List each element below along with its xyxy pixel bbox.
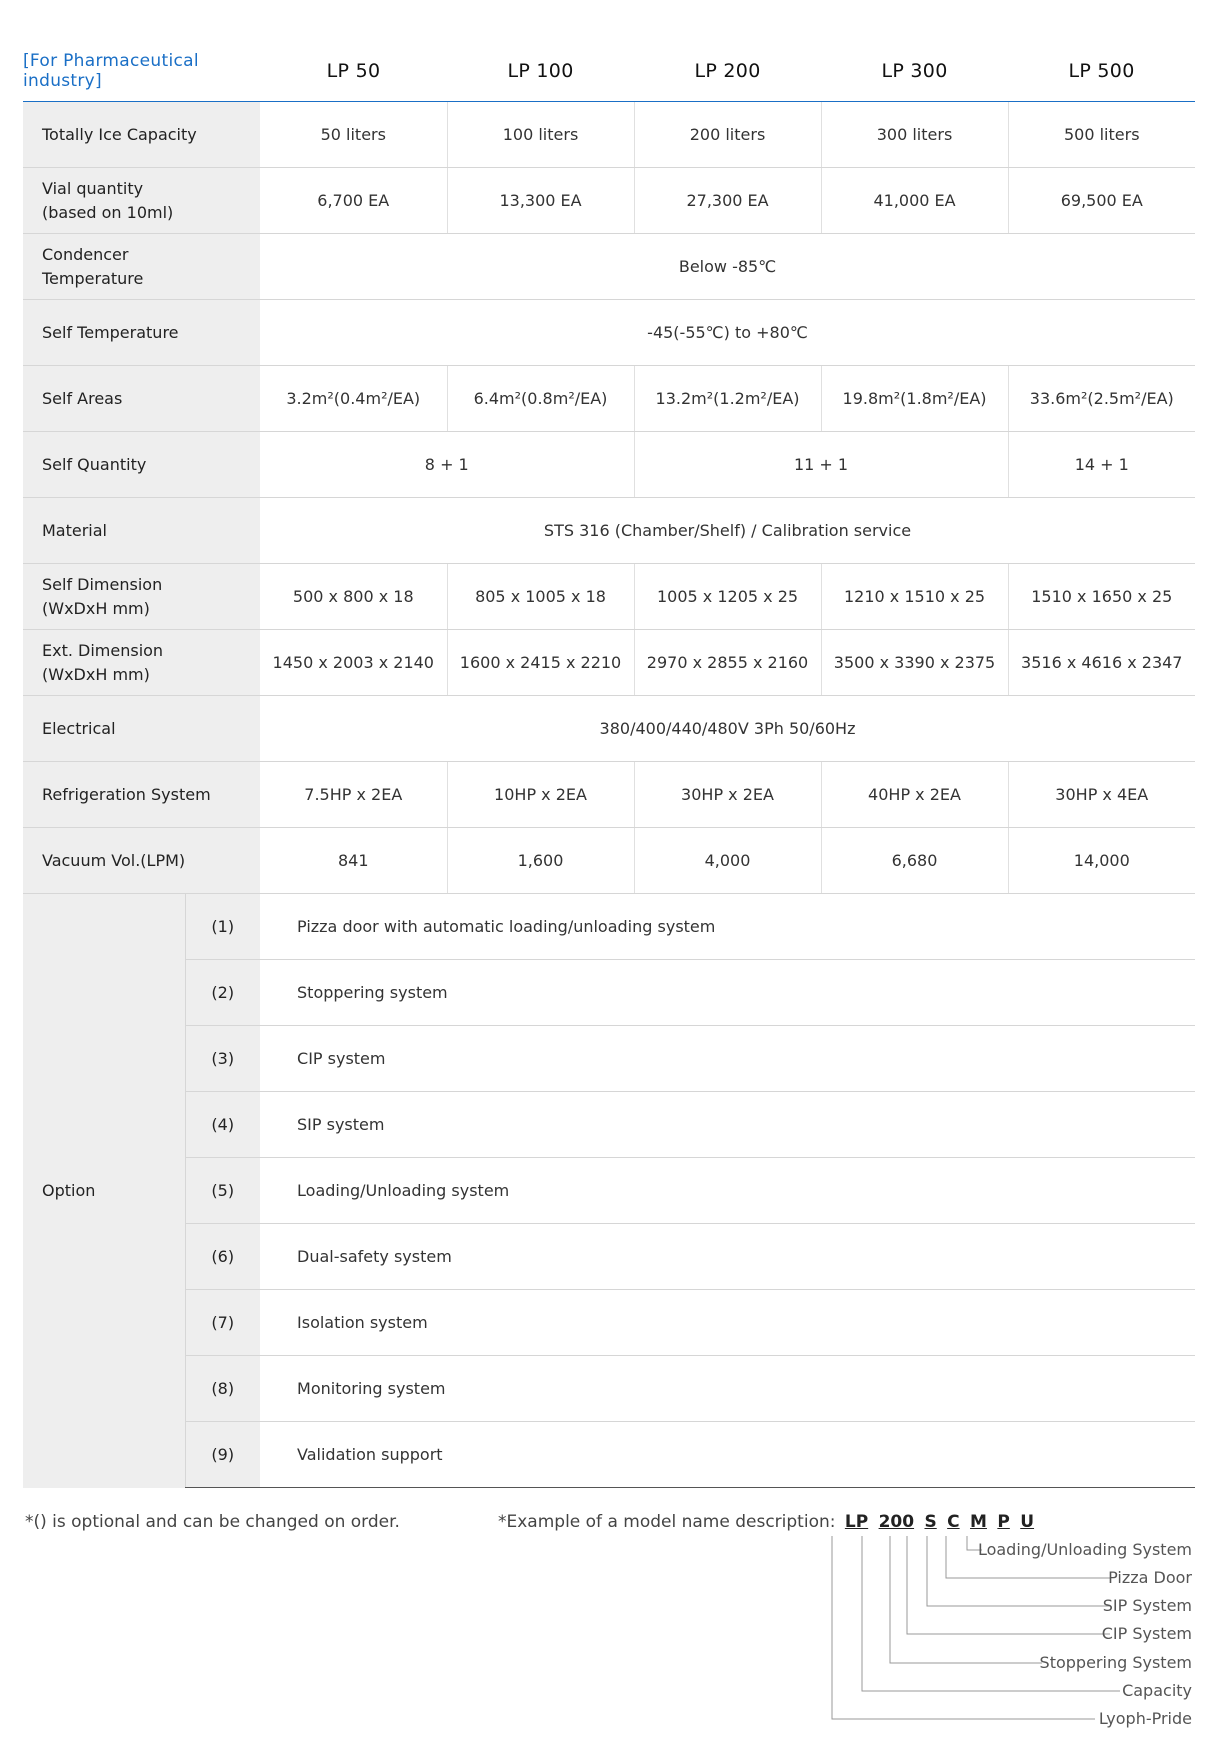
- cell: 13,300 EA: [447, 168, 634, 234]
- category-label: [For Pharmaceutical industry]: [23, 40, 260, 102]
- row-condenser-temp: [23, 234, 1195, 300]
- cell: 1,600: [447, 828, 634, 894]
- option-row: [23, 1092, 1195, 1158]
- option-text: Monitoring system: [260, 1356, 1195, 1422]
- cell: 1600 x 2415 x 2210: [447, 630, 634, 696]
- model-example-label: *Example of a model name description:: [498, 1512, 836, 1532]
- cell: 2970 x 2855 x 2160: [634, 630, 821, 696]
- cell: 841: [260, 828, 447, 894]
- cell: 3.2m²(0.4m²/EA): [260, 366, 447, 432]
- model-code-lp: LP: [844, 1512, 869, 1532]
- row-ext-dimension: [23, 630, 1195, 696]
- option-text: Validation support: [260, 1422, 1195, 1488]
- cell: 1450 x 2003 x 2140: [260, 630, 447, 696]
- legend-cip-system: CIP System: [1101, 1624, 1192, 1643]
- row-material: [23, 498, 1195, 564]
- row-self-temp: [23, 300, 1195, 366]
- spec-table-wrapper: [23, 40, 1195, 1488]
- model-header: LP 200: [634, 40, 821, 102]
- legend-pizza-door: Pizza Door: [1108, 1568, 1192, 1587]
- cell: 500 x 800 x 18: [260, 564, 447, 630]
- row-label-line: (WxDxH mm): [42, 664, 150, 684]
- cell: 41,000 EA: [821, 168, 1008, 234]
- legend-line-lp: [832, 1536, 1095, 1719]
- row-label: Vacuum Vol.(LPM): [23, 828, 260, 894]
- cell: STS 316 (Chamber/Shelf) / Calibration service: [260, 498, 1195, 564]
- option-number: (2): [185, 960, 260, 1026]
- row-label-line: Ext. Dimension: [42, 640, 164, 660]
- row-label-line: Vial quantity: [42, 178, 144, 198]
- option-row: [23, 1158, 1195, 1224]
- option-row: [23, 894, 1195, 960]
- option-number: (1): [185, 894, 260, 960]
- option-row: [23, 1356, 1195, 1422]
- model-code-c: C: [947, 1512, 960, 1532]
- row-label: Refrigeration System: [23, 762, 260, 828]
- cell: 3500 x 3390 x 2375: [821, 630, 1008, 696]
- row-label-line: (WxDxH mm): [42, 598, 150, 618]
- option-text: Pizza door with automatic loading/unloading system: [260, 894, 1195, 960]
- legend-loading-unloading: Loading/Unloading System: [977, 1540, 1192, 1559]
- cell: 11 + 1: [634, 432, 1008, 498]
- cell: 30HP x 4EA: [1008, 762, 1195, 828]
- legend-sip-system: SIP System: [1102, 1596, 1192, 1615]
- cell: 805 x 1005 x 18: [447, 564, 634, 630]
- cell: 14 + 1: [1008, 432, 1195, 498]
- row-label: Material: [23, 498, 260, 564]
- option-row: [23, 960, 1195, 1026]
- model-code-u: U: [1020, 1512, 1035, 1532]
- cell: 200 liters: [634, 102, 821, 168]
- model-code-capacity: 200: [878, 1512, 915, 1532]
- cell: 14,000: [1008, 828, 1195, 894]
- cell: 6,680: [821, 828, 1008, 894]
- legend-stoppering-system: Stoppering System: [1039, 1653, 1192, 1672]
- model-header: LP 100: [447, 40, 634, 102]
- option-label: Option: [23, 894, 185, 1488]
- cell: Below -85℃: [260, 234, 1195, 300]
- cell: 30HP x 2EA: [634, 762, 821, 828]
- cell: 69,500 EA: [1008, 168, 1195, 234]
- cell: 4,000: [634, 828, 821, 894]
- option-row: [23, 1224, 1195, 1290]
- legend-capacity: Capacity: [1122, 1681, 1192, 1700]
- model-header: LP 500: [1008, 40, 1195, 102]
- cell: 7.5HP x 2EA: [260, 762, 447, 828]
- row-label: Self Temperature: [23, 300, 260, 366]
- model-code-p: P: [997, 1512, 1010, 1532]
- cell: 1005 x 1205 x 25: [634, 564, 821, 630]
- cell: 300 liters: [821, 102, 1008, 168]
- cell: 27,300 EA: [634, 168, 821, 234]
- cell: 50 liters: [260, 102, 447, 168]
- row-label: [23, 168, 260, 234]
- model-code-m: M: [970, 1512, 987, 1532]
- option-text: Isolation system: [260, 1290, 1195, 1356]
- option-number: (4): [185, 1092, 260, 1158]
- cell: 33.6m²(2.5m²/EA): [1008, 366, 1195, 432]
- row-label-line: Temperature: [42, 268, 144, 288]
- option-row: [23, 1290, 1195, 1356]
- cell: 40HP x 2EA: [821, 762, 1008, 828]
- row-vial-quantity: [23, 168, 1195, 234]
- cell: 6,700 EA: [260, 168, 447, 234]
- row-refrigeration: [23, 762, 1195, 828]
- option-number: (3): [185, 1026, 260, 1092]
- option-number: (7): [185, 1290, 260, 1356]
- cell: 100 liters: [447, 102, 634, 168]
- option-row: [23, 1422, 1195, 1488]
- optional-note: *() is optional and can be changed on order.: [25, 1512, 400, 1532]
- row-label: Self Areas: [23, 366, 260, 432]
- cell: 19.8m²(1.8m²/EA): [821, 366, 1008, 432]
- cell: 8 + 1: [260, 432, 634, 498]
- option-number: (6): [185, 1224, 260, 1290]
- cell: -45(-55℃) to +80℃: [260, 300, 1195, 366]
- option-text: CIP system: [260, 1026, 1195, 1092]
- row-self-dimension: [23, 564, 1195, 630]
- row-ice-capacity: [23, 102, 1195, 168]
- row-label: Self Quantity: [23, 432, 260, 498]
- cell: 380/400/440/480V 3Ph 50/60Hz: [260, 696, 1195, 762]
- row-label-line: (based on 10ml): [42, 202, 174, 222]
- cell: 1210 x 1510 x 25: [821, 564, 1008, 630]
- option-number: (5): [185, 1158, 260, 1224]
- row-label: Electrical: [23, 696, 260, 762]
- legend-lyoph-pride: Lyoph-Pride: [1098, 1709, 1192, 1728]
- option-number: (9): [185, 1422, 260, 1488]
- row-label: [23, 234, 260, 300]
- model-header: LP 50: [260, 40, 447, 102]
- row-label-line: Condencer: [42, 244, 129, 264]
- option-number: (8): [185, 1356, 260, 1422]
- option-text: Dual-safety system: [260, 1224, 1195, 1290]
- row-label: [23, 630, 260, 696]
- row-label: [23, 564, 260, 630]
- option-text: SIP system: [260, 1092, 1195, 1158]
- row-label: Totally Ice Capacity: [23, 102, 260, 168]
- row-self-areas: [23, 366, 1195, 432]
- model-code-s: S: [924, 1512, 937, 1532]
- row-self-quantity: [23, 432, 1195, 498]
- model-name-example: [498, 1512, 1034, 1532]
- cell: 6.4m²(0.8m²/EA): [447, 366, 634, 432]
- cell: 13.2m²(1.2m²/EA): [634, 366, 821, 432]
- option-text: Loading/Unloading system: [260, 1158, 1195, 1224]
- row-vacuum: [23, 828, 1195, 894]
- cell: 500 liters: [1008, 102, 1195, 168]
- option-row: [23, 1026, 1195, 1092]
- cell: 3516 x 4616 x 2347: [1008, 630, 1195, 696]
- cell: 10HP x 2EA: [447, 762, 634, 828]
- row-label-line: Self Dimension: [42, 574, 163, 594]
- model-header: LP 300: [821, 40, 1008, 102]
- spec-table: [23, 40, 1195, 1488]
- cell: 1510 x 1650 x 25: [1008, 564, 1195, 630]
- option-text: Stoppering system: [260, 960, 1195, 1026]
- header-row: [23, 40, 1195, 102]
- row-electrical: [23, 696, 1195, 762]
